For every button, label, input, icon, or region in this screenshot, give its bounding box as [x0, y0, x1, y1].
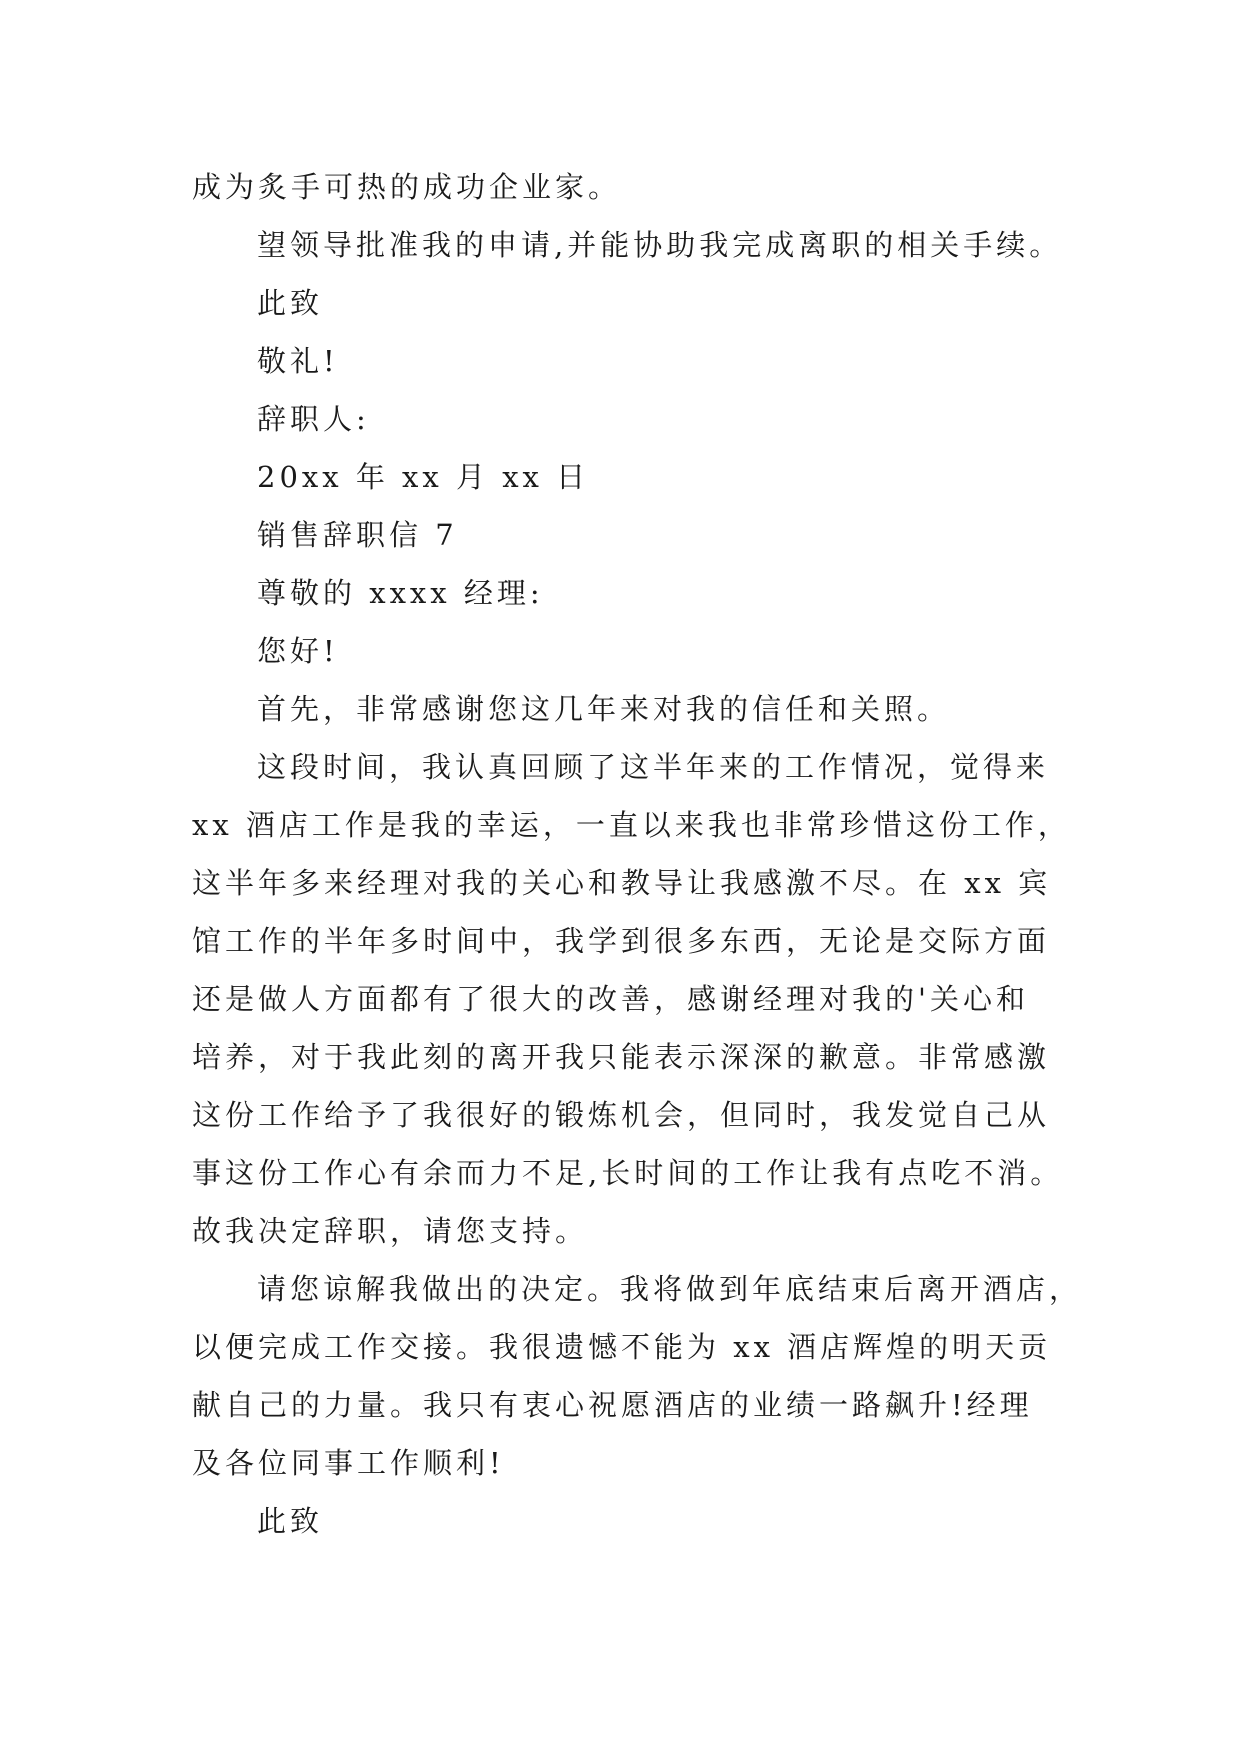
- text-line: 这段时间，我认真回顾了这半年来的工作情况，觉得来: [257, 750, 1050, 784]
- text-line: 这半年多来经理对我的关心和教导让我感激不尽。在 xx 宾: [192, 866, 1052, 900]
- text-line: 培养，对于我此刻的离开我只能表示深深的歉意。非常感激: [192, 1040, 1051, 1074]
- greeting: 您好!: [257, 634, 339, 668]
- text-line: 请您谅解我做出的决定。我将做到年底结束后离开酒店，: [257, 1272, 1083, 1306]
- text-line: 此致: [257, 286, 324, 320]
- section-heading: 销售辞职信 7: [257, 518, 458, 552]
- text-line: 成为炙手可热的成功企业家。: [192, 170, 622, 204]
- text-line: 还是做人方面都有了很大的改善，感谢经理对我的'关心和: [192, 982, 1029, 1016]
- closing-line: 此致: [257, 1504, 324, 1538]
- text-line: xx 酒店工作是我的幸运，一直以来我也非常珍惜这份工作，: [192, 808, 1071, 842]
- text-line: 这份工作给予了我很好的锻炼机会，但同时，我发觉自己从: [192, 1098, 1051, 1132]
- text-line: 首先，非常感谢您这几年来对我的信任和关照。: [257, 692, 951, 726]
- text-line: 及各位同事工作顺利!: [192, 1446, 505, 1480]
- text-line: 以便完成工作交接。我很遗憾不能为 xx 酒店辉煌的明天贡: [192, 1330, 1052, 1364]
- text-line: 望领导批准我的申请,并能协助我完成离职的相关手续。: [257, 228, 1063, 262]
- salutation: 尊敬的 xxxx 经理:: [257, 576, 544, 610]
- text-line: 献自己的力量。我只有衷心祝愿酒店的业绩一路飙升!经理: [192, 1388, 1033, 1422]
- text-line: 事这份工作心有余而力不足,长时间的工作让我有点吃不消。: [192, 1156, 1064, 1190]
- text-line: 敬礼!: [257, 344, 339, 378]
- text-line: 馆工作的半年多时间中，我学到很多东西，无论是交际方面: [192, 924, 1051, 958]
- text-line: 故我决定辞职，请您支持。: [192, 1214, 589, 1248]
- text-line: 辞职人:: [257, 402, 370, 436]
- date-line: 20xx 年 xx 月 xx 日: [257, 460, 590, 494]
